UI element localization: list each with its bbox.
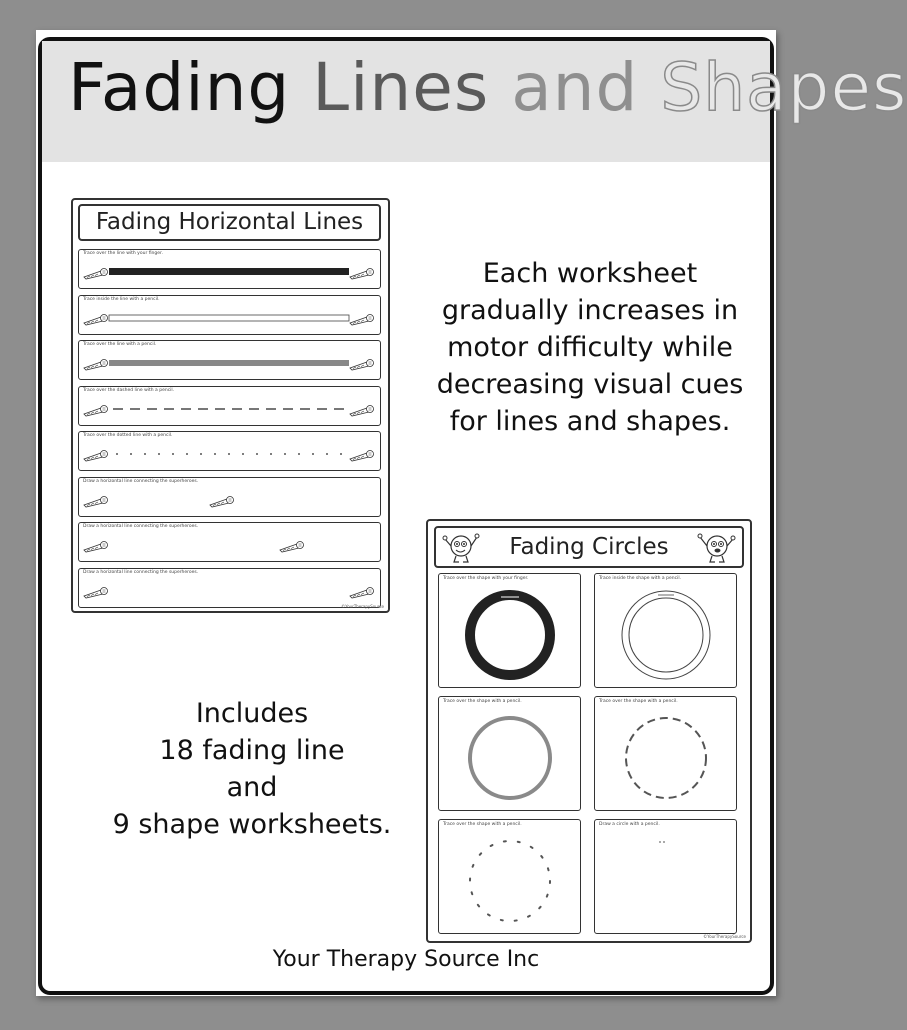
circle-exercise-cell	[438, 696, 581, 811]
circle-exercise-graphic	[439, 574, 582, 689]
line-exercise-graphic	[79, 387, 382, 427]
circle-exercise-cell	[594, 696, 737, 811]
footer-brand: Your Therapy Source Inc	[272, 947, 540, 972]
line-exercise-row	[78, 568, 381, 608]
line-exercise-row	[78, 386, 381, 426]
page-title	[68, 49, 907, 126]
cell-instruction: Trace over the shape with your finger.	[443, 576, 529, 581]
title-word-fading: Fading	[68, 49, 291, 126]
horizontal-lines-worksheet-title: Fading Horizontal Lines	[78, 204, 381, 241]
fading-circles-title-text: Fading Circles	[509, 534, 669, 560]
title-word-shapes: Shapes	[660, 49, 907, 126]
description-line: decreasing visual cues	[436, 369, 744, 400]
title-word-and: and	[511, 49, 639, 126]
line-exercise-graphic	[79, 432, 382, 472]
cell-instruction: Trace over the shape with a pencil.	[443, 822, 522, 827]
line-exercise-row	[78, 477, 381, 517]
line-exercise-row	[78, 295, 381, 335]
line-exercise-graphic	[79, 296, 382, 336]
horizontal-lines-worksheet-preview	[71, 198, 390, 613]
fading-circles-credit: ©YourTherapySource	[703, 934, 746, 939]
line-exercise-row	[78, 249, 381, 289]
row-instruction: Draw a horizontal line connecting the superheroes.	[83, 478, 199, 484]
circle-exercise-cell	[438, 819, 581, 934]
line-exercise-graphic	[79, 250, 382, 290]
description-text	[430, 255, 750, 440]
cell-instruction: Draw a circle with a pencil.	[599, 822, 660, 827]
line-exercise-row	[78, 431, 381, 471]
circle-mascot-icon	[696, 531, 736, 565]
row-instruction: Trace inside the line with a pencil.	[83, 296, 160, 302]
fading-circles-worksheet-title	[434, 526, 744, 568]
description-line: Each worksheet	[482, 258, 698, 289]
fading-circles-worksheet-preview	[426, 519, 752, 943]
circle-exercise-cell	[594, 573, 737, 688]
row-instruction: Draw a horizontal line connecting the superheroes.	[83, 524, 199, 529]
includes-line: 18 fading line	[159, 735, 345, 766]
row-instruction: Trace over the dotted line with a pencil.	[83, 433, 173, 438]
row-instruction: Draw a horizontal line connecting the superheroes.	[83, 569, 199, 575]
line-exercise-graphic	[79, 523, 382, 563]
page	[36, 30, 907, 996]
line-exercise-row	[78, 522, 381, 562]
circle-exercise-graphic	[595, 574, 738, 689]
circle-mascot-icon	[442, 531, 482, 565]
worksheet-cover	[38, 37, 907, 995]
line-exercise-row	[78, 340, 381, 380]
circle-exercise-graphic	[595, 820, 738, 935]
cell-instruction: Trace over the shape with a pencil.	[443, 699, 522, 704]
horizontal-lines-credit: ©YourTherapySource	[341, 604, 384, 609]
includes-line: Includes	[195, 698, 309, 729]
row-instruction: Trace over the line with a pencil.	[83, 342, 157, 347]
cell-instruction: Trace inside the shape with a pencil.	[599, 576, 681, 581]
line-exercise-graphic	[79, 569, 382, 609]
includes-line: 9 shape worksheets.	[112, 809, 392, 840]
includes-text	[72, 695, 432, 843]
line-exercise-graphic	[79, 341, 382, 381]
circle-exercise-graphic	[439, 697, 582, 812]
title-band	[42, 41, 907, 162]
circle-exercise-cell	[438, 573, 581, 688]
title-word-lines: Lines	[312, 49, 490, 126]
description-line: gradually increases in	[441, 295, 739, 326]
circle-exercise-graphic	[439, 820, 582, 935]
circle-exercise-graphic	[595, 697, 738, 812]
row-instruction: Trace over the dashed line with a pencil.	[83, 387, 175, 393]
cell-instruction: Trace over the shape with a pencil.	[599, 699, 678, 704]
includes-line: and	[226, 772, 278, 803]
row-instruction: Trace over the line with your finger.	[83, 251, 163, 256]
description-line: motor difficulty while	[447, 332, 733, 363]
description-line: for lines and shapes.	[449, 406, 731, 437]
circle-exercise-cell	[594, 819, 737, 934]
